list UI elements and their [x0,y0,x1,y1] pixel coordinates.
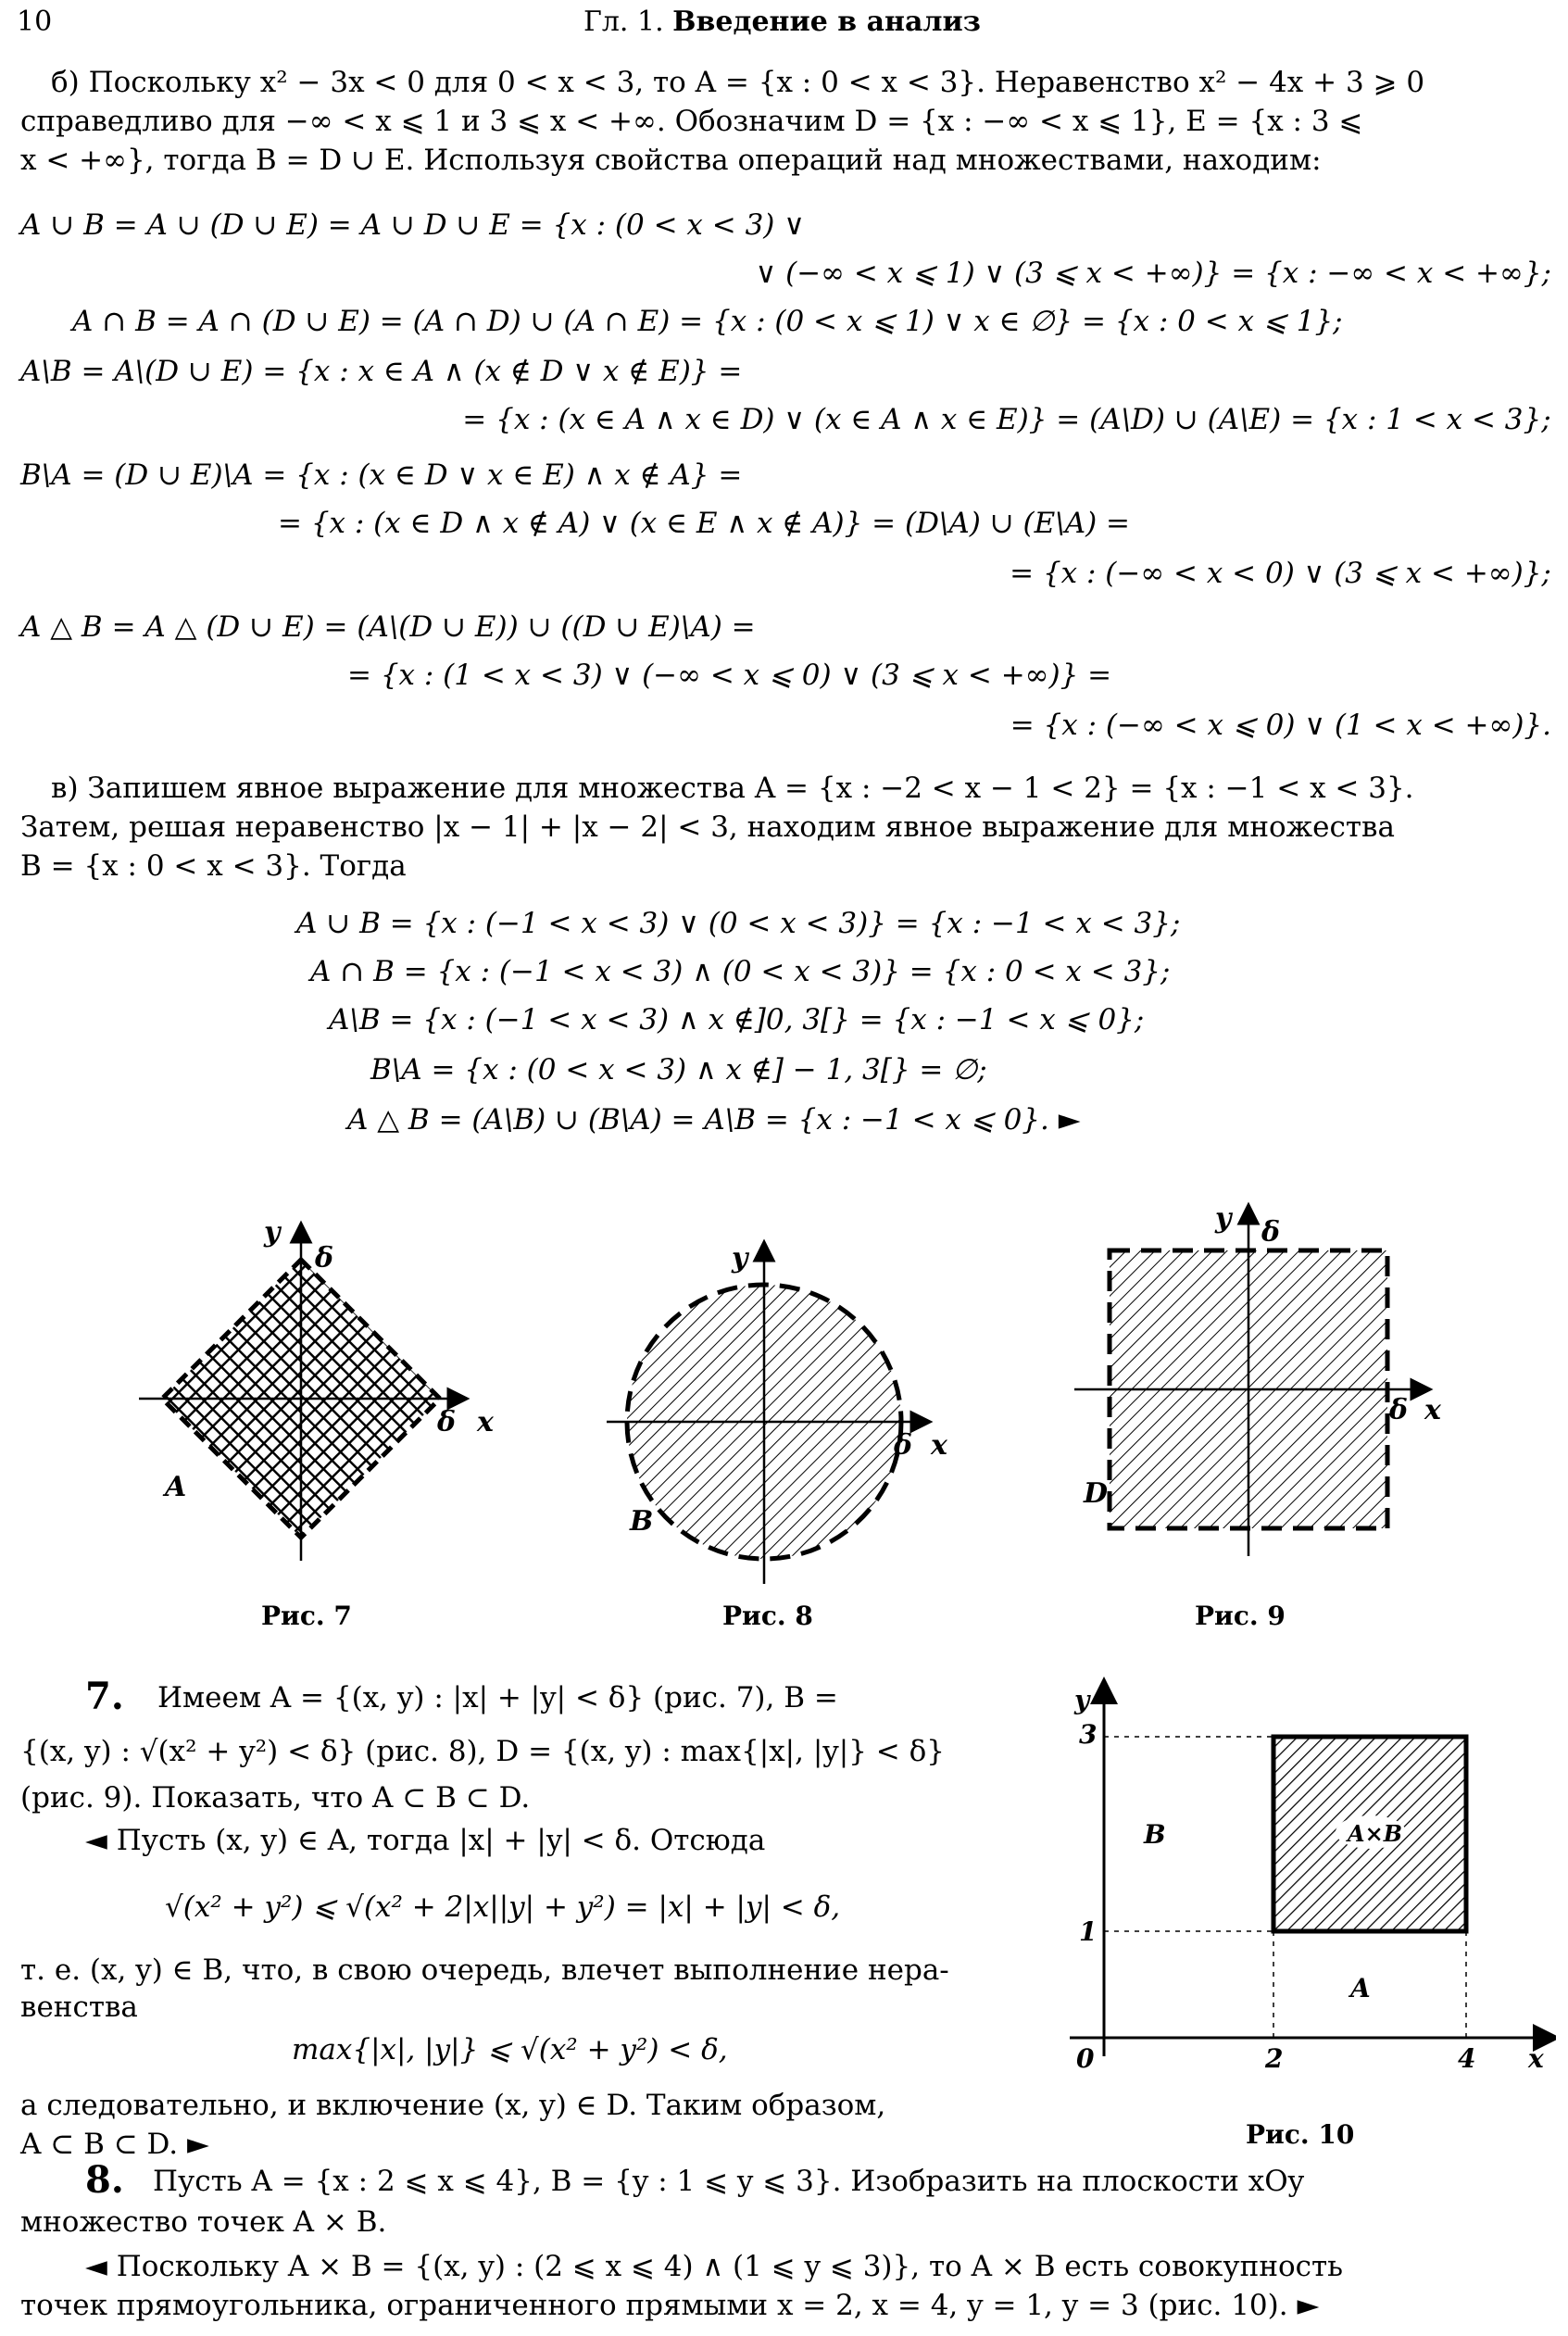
eq-v-union: A ∪ B = {x : (−1 < x < 3) ∨ (0 < x < 3)} = {x : −1 < x < 3}; [296,907,1181,940]
part-b-line-3: x < +∞}, тогда B = D ∪ E. Используя свойства операций над множествами, находим: [20,144,1322,177]
fig8-delta-x: δ [894,1429,913,1462]
fig7-caption: Рис. 7 [261,1601,352,1631]
part-v-line-2: Затем, решая неравенство |x − 1| + |x − 2| < 3, находим явное выражение для множества [20,810,1395,844]
fig7-set-label: A [165,1471,187,1503]
problem-7-line-9: а следовательно, и включение (x, y) ∈ D. Таким образом, [20,2089,886,2122]
fig10-y3-label: 3 [1079,1719,1098,1750]
fig10-x-label: x [1528,2043,1544,2074]
figure-10 [1056,1677,1556,2075]
problem-7-line-1: Имеем A = {(x, y) : |x| + |y| < δ} (рис. 7), B = [157,1681,838,1714]
problem-8-line-3: ◄ Поскольку A × B = {(x, y) : (2 ⩽ x ⩽ 4) ∧ (1 ⩽ y ⩽ 3)}, то A × B есть совокупность [85,2250,1344,2283]
fig8-caption: Рис. 8 [722,1601,813,1631]
part-b-line-2: справедливо для −∞ < x ⩽ 1 и 3 ⩽ x < +∞. Обозначим D = {x : −∞ < x ⩽ 1}, E = {x : 3 ⩽ [20,105,1363,138]
problem-7-line-5: √(x² + y²) ⩽ √(x² + 2|x||y| + y²) = |x| + |y| < δ, [165,1890,841,1924]
part-b-line-1: б) Поскольку x² − 3x < 0 для 0 < x < 3, то A = {x : 0 < x < 3}. Неравенство x² − 4x + 3 ⩾ 0 [51,66,1425,99]
fig9-set-label: D [1084,1477,1109,1510]
fig10-y-label: y [1074,1685,1090,1715]
running-header [583,6,981,38]
problem-7-line-8: max{|x|, |y|} ⩽ √(x² + y²) < δ, [292,2033,728,2066]
problem-7-line-4: ◄ Пусть (x, y) ∈ A, тогда |x| + |y| < δ. Отсюда [85,1824,766,1857]
fig9-delta-y: δ [1261,1216,1281,1249]
figures-7-8-9 [0,1195,1568,1639]
eq-diff-ab-2: = {x : (x ∈ A ∧ x ∈ D) ∨ (x ∈ A ∧ x ∈ E)} = (A\D) ∪ (A\E) = {x : 1 < x < 3}; [462,403,1551,436]
eq-symdiff-2: = {x : (1 < x < 3) ∨ (−∞ < x ⩽ 0) ∨ (3 ⩽ x < +∞)} = [347,659,1112,692]
problem-8-line-2: множество точек A × B. [20,2205,387,2239]
problem-7-number: 7. [85,1675,124,1718]
fig9-y-label: y [1215,1202,1232,1235]
problem-7-line-7: венства [20,1991,138,2024]
figure-7 [139,1216,495,1561]
figure-8 [607,1242,948,1584]
fig9-delta-x: δ [1389,1394,1409,1426]
fig10-A-label: A [1350,1973,1371,2003]
page-number: 10 [17,6,53,38]
chapter-title: Введение в анализ [672,6,981,38]
eq-v-symdiff: A △ B = (A\B) ∪ (B\A) = A\B = {x : −1 < x ⩽ 0}. ► [347,1103,1081,1137]
eq-v-intersection: A ∩ B = {x : (−1 < x < 3) ∧ (0 < x < 3)} = {x : 0 < x < 3}; [310,955,1171,988]
problem-7-line-3: (рис. 9). Показать, что A ⊂ B ⊂ D. [20,1781,531,1815]
fig8-x-label: x [931,1429,947,1462]
part-v-line-1: в) Запишем явное выражение для множества A = {x : −2 < x − 1 < 2} = {x : −1 < x < 3}. [51,772,1414,805]
fig10-x2-label: 2 [1265,2043,1284,2074]
fig8-set-label: B [630,1505,654,1538]
fig10-B-label: B [1144,1819,1166,1850]
problem-7-line-10: A ⊂ B ⊂ D. ► [20,2128,209,2161]
fig7-delta-x: δ [437,1406,457,1438]
fig10-x4-label: 4 [1458,2043,1476,2074]
fig7-delta-y: δ [315,1242,334,1275]
eq-v-diff-ab: A\B = {x : (−1 < x < 3) ∧ x ∉]0, 3[} = {x : −1 < x ⩽ 0}; [329,1003,1145,1036]
problem-8-line-4: точек прямоугольника, ограниченного прямыми x = 2, x = 4, y = 1, y = 3 (рис. 10). ► [20,2289,1320,2322]
problem-7-line-2: {(x, y) : √(x² + y²) < δ} (рис. 8), D = {(x, y) : max{|x|, |y|} < δ} [20,1735,946,1768]
fig10-origin-label: 0 [1076,2043,1095,2074]
eq-v-diff-ba: B\A = {x : (0 < x < 3) ∧ x ∉] − 1, 3[} = ∅; [370,1053,987,1086]
eq-union-1: A ∪ B = A ∪ (D ∪ E) = A ∪ D ∪ E = {x : (0 < x < 3) ∨ [20,208,805,242]
part-v-line-3: B = {x : 0 < x < 3}. Тогда [20,849,407,883]
problem-7-line-6: т. е. (x, y) ∈ B, что, в свою очередь, влечет выполнение нера- [20,1953,949,1987]
eq-union-2: ∨ (−∞ < x ⩽ 1) ∨ (3 ⩽ x < +∞)} = {x : −∞ < x < +∞}; [755,257,1551,290]
chapter-label: Гл. 1. [583,6,664,38]
eq-symdiff-3: = {x : (−∞ < x ⩽ 0) ∨ (1 < x < +∞)}. [1010,709,1551,742]
fig10-caption: Рис. 10 [1246,2119,1355,2150]
eq-diff-ba-3: = {x : (−∞ < x < 0) ∨ (3 ⩽ x < +∞)}; [1010,557,1551,590]
eq-diff-ba-1: B\A = (D ∪ E)\A = {x : (x ∈ D ∨ x ∈ E) ∧ x ∉ A} = [20,458,743,492]
eq-diff-ba-2: = {x : (x ∈ D ∧ x ∉ A) ∨ (x ∈ E ∧ x ∉ A)} = (D\A) ∪ (E\A) = [278,507,1131,540]
eq-diff-ab-1: A\B = A\(D ∪ E) = {x : x ∈ A ∧ (x ∉ D ∨ x ∉ E)} = [20,355,743,388]
fig9-caption: Рис. 9 [1195,1601,1286,1631]
eq-intersection: A ∩ B = A ∩ (D ∪ E) = (A ∩ D) ∪ (A ∩ E) = {x : (0 < x ⩽ 1) ∨ x ∈ ∅} = {x : 0 < x ⩽ 1}; [72,305,1343,338]
fig7-y-label: y [264,1216,281,1249]
fig8-y-label: y [732,1242,748,1275]
fig10-y1-label: 1 [1079,1916,1098,1947]
problem-8-line-1: Пусть A = {x : 2 ⩽ x ⩽ 4}, B = {y : 1 ⩽ y ⩽ 3}. Изобразить на плоскости xOy [153,2165,1305,2198]
eq-symdiff-1: A △ B = A △ (D ∪ E) = (A\(D ∪ E)) ∪ ((D ∪ E)\A) = [20,610,756,644]
problem-8-number: 8. [85,2158,124,2202]
figure-9 [1074,1202,1442,1556]
fig10-AxB-label: A×B [1348,1820,1403,1847]
fig7-x-label: x [477,1406,494,1438]
fig9-x-label: x [1424,1394,1441,1426]
